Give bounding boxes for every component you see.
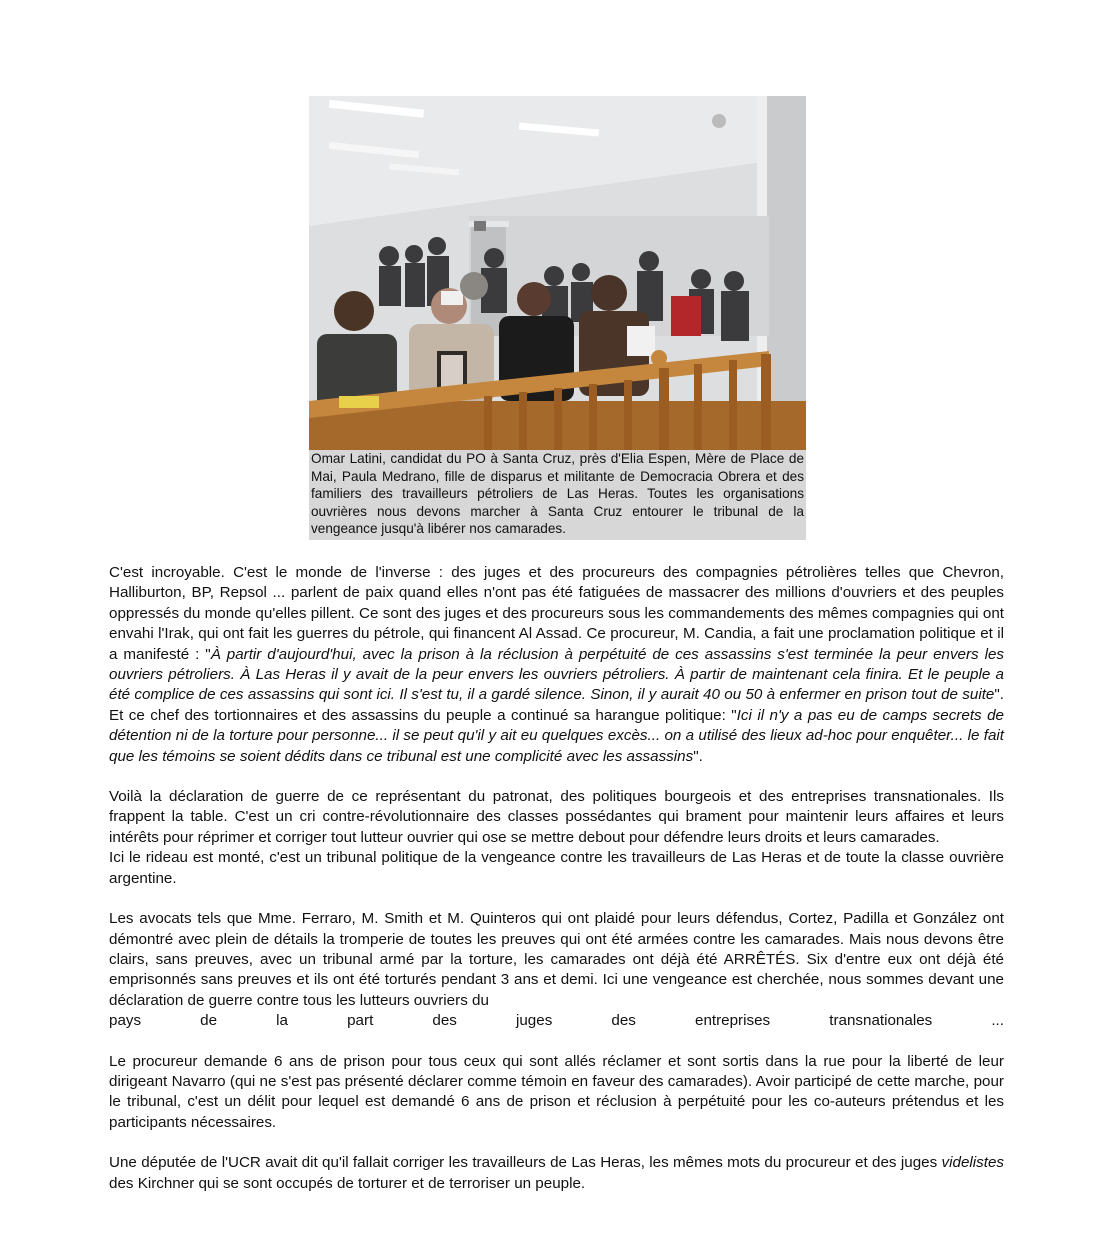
- paragraph-4: Les avocats tels que Mme. Ferraro, M. Smith et M. Quinteros qui ont plaidé pour leurs défendus, Cortez, Padilla et González ont démontré avec plein de détails la tromperie de toutes les preuves qui ont été armées contre les camarades. Mais nous devons être clairs, sans preuves, avec un tribunal armé par la torture, les camarades ont déjà été ARRÊTÉS. Six d'entre eux ont déjà été emprisonnés sans preuves et ils ont été torturés pendant 3 ans et demi. Ici une vengeance est cherchée, nous sommes devant une déclaration de guerre contre tous les lutteurs ouvriers du: [109, 910, 1004, 1009]
- paragraph-6: [109, 1153, 1004, 1194]
- paragraph-3: Ici le rideau est monté, c'est un tribunal politique de la vengeance contre les travailleurs de Las Heras et de toute la classe ouvrière argentine.: [109, 849, 1004, 887]
- prosecutor-quote-2: Ici il n'y a pas eu de camps secrets de détention ni de la torture pour personne... il se peut qu'il y ait eu quelques excès... on a utilisé des lieux ad-hoc pour enquêter... le fait que les témoins se soient dédits dans ce tribunal est une complicité avec les assassins: [109, 706, 1004, 765]
- paragraph-1: [109, 563, 1004, 767]
- paragraph-6-text-a: Une députée de l'UCR avait dit qu'il fallait corriger les travailleurs de Las Heras, les mêmes mots du procureur et des juges: [109, 1154, 942, 1172]
- paragraph-6-emphasis: videlistes: [941, 1154, 1004, 1172]
- photo-caption: [309, 450, 806, 540]
- courtroom-photo: [309, 96, 806, 450]
- article-body: [109, 563, 1004, 1214]
- paragraph-2: Voilà la déclaration de guerre de ce représentant du patronat, des politiques bourgeois et des entreprises transnationales. Ils frappent la table. C'est un cri contre-révolutionnaire des classes possédantes qui brament pour maintenir leurs affaires et leurs intérêts pour réprimer et corriger tout lutteur ouvrier qui ose se mettre debout pour défendre leurs droits et leurs camarades.: [109, 788, 1004, 846]
- paragraph-1-text-b: ". Et ce chef des tortionnaires et des assassins du peuple a continué sa harangue politique: ": [109, 686, 1004, 724]
- caption-text-1: Omar Latini, candidat du PO à Santa Cruz, près d'Elia Espen, Mère de Place de Mai, Paula Medrano, fille de disparus et militante de Democracia Obrera et des familiers des travailleurs pétroliers de Las Heras.: [311, 451, 804, 501]
- paragraph-5: Le procureur demande 6 ans de prison pour tous ceux qui sont allés réclamer et sont sortis dans la rue pour la liberté de leur dirigeant Navarro (qui ne s'est pas présenté déclarer comme témoin en faveur des camarades). Avoir participé de cette marche, pour le tribunal, c'est un délit pour lequel est demandé 6 ans de prison et réclusion à perpétuité pour les co-auteurs prétendus et les participants nécessaires.: [109, 1052, 1004, 1131]
- caption-text-2: Toutes les organisations ouvrières nous devons marcher à Santa Cruz entourer le tribunal de la vengeance jusqu'à libérer nos camarades.: [311, 486, 804, 536]
- courtroom-photo-drawing: [309, 96, 806, 450]
- paragraph-1-text-a: C'est incroyable. C'est le monde de l'inverse : des juges et des procureurs des compagnies pétrolières telles que Chevron, Halliburton, BP, Repsol ... parlent de paix quand elles n'ont pas été fatiguées de massacrer des millions d'ouvriers et des peuples oppressés du monde qu'elles pillent. Ce sont des juges et des procureurs sous les commandements des mêmes compagnies qui ont envahi l'Irak, qui ont fait les guerres du pétrole, qui financent Al Assad. Ce procureur, M. Candia, a fait une proclamation politique et il a manifesté : ": [109, 564, 1004, 663]
- prosecutor-quote-1: À partir d'aujourd'hui, avec la prison à la réclusion à perpétuité de ces assassins s'est terminée la peur envers les ouvriers pétroliers. À Las Heras il y avait de la peur envers les ouvriers pétroliers. À partir de maintenant cela finira. Et le peuple a été complice de ces assassins qui sont ici. Il s'est tu, il a gardé silence. Sinon, il y aurait 40 ou 50 à enfermer en prison tout de suite: [109, 645, 1004, 704]
- paragraph-1-text-c: ".: [693, 747, 703, 765]
- paragraph-4-last-line: pays de la part des juges des entreprises transnationales ...: [109, 1012, 1004, 1030]
- figure: [309, 96, 806, 540]
- paragraph-6-text-b: des Kirchner qui se sont occupés de torturer et de terroriser un peuple.: [109, 1174, 586, 1192]
